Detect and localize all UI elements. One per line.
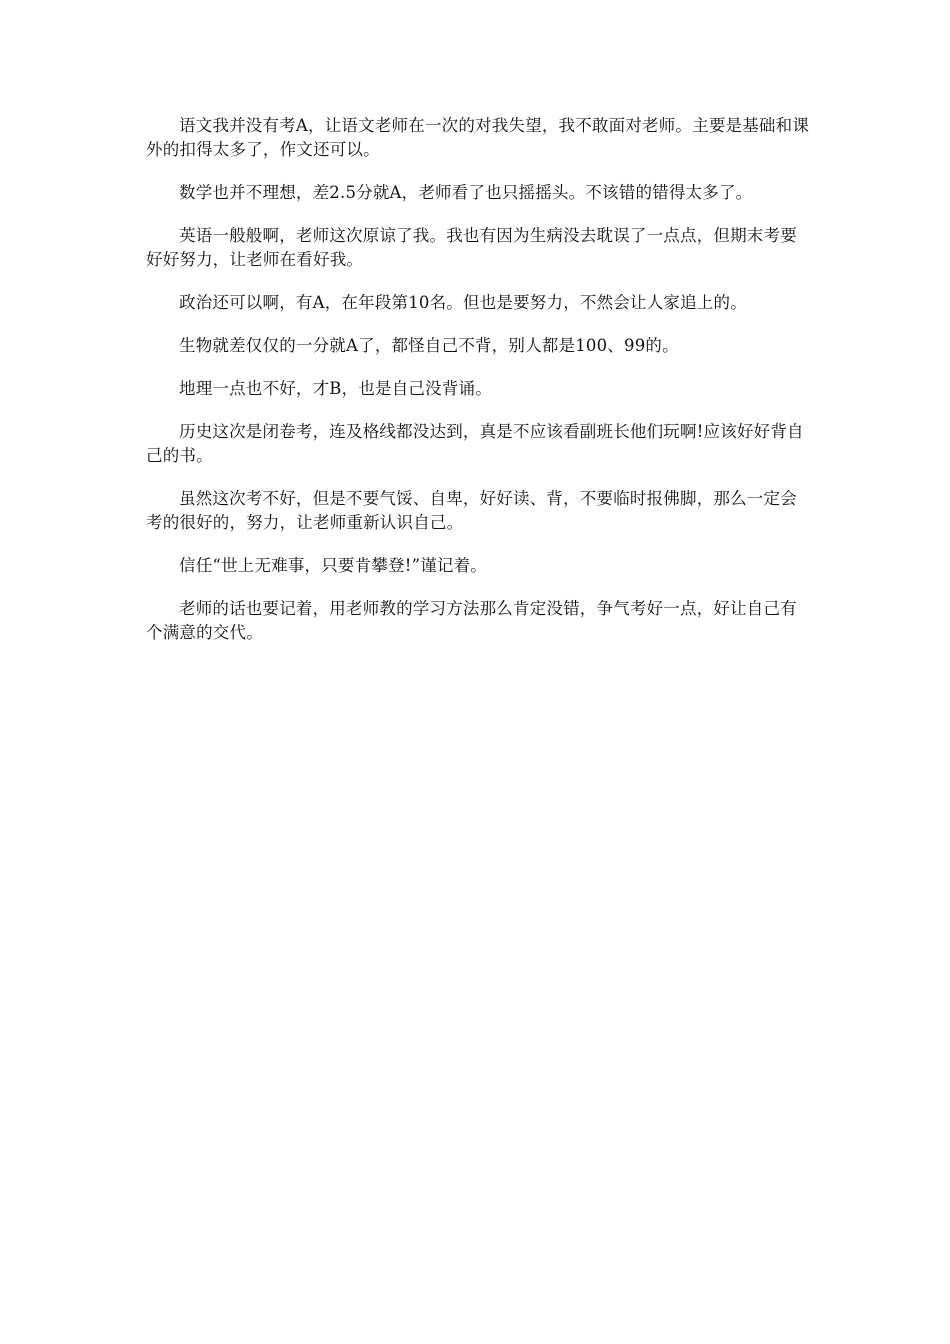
paragraph-motto: 信任“世上无难事，只要肯攀登!”谨记着。 — [179, 556, 488, 575]
paragraph-encouragement: 虽然这次考不好，但是不要气馁、自卑，好好读、背，不要临时报佛脚，那么一定会考的很好的，努力，让老师重新认识自己。 — [146, 489, 797, 532]
paragraph-geography: 地理一点也不好，才B，也是自己没背诵。 — [179, 379, 492, 398]
paragraph-english: 英语一般般啊，老师这次原谅了我。我也有因为生病没去耽误了一点点，但期末考要好好努力，让老师在看好我。 — [146, 226, 797, 269]
paragraph-conclusion: 老师的话也要记着，用老师教的学习方法那么肯定没错，争气考好一点，好让自己有个满意的交代。 — [146, 599, 797, 642]
paragraph-chinese: 语文我并没有考A，让语文老师在一次的对我失望，我不敢面对老师。主要是基础和课外的扣得太多了，作文还可以。 — [146, 116, 810, 159]
paragraph-history: 历史这次是闭卷考，连及格线都没达到，真是不应该看副班长他们玩啊!应该好好背自己的书。 — [146, 422, 804, 465]
paragraph-politics: 政治还可以啊，有A，在年段第10名。但也是要努力，不然会让人家追上的。 — [179, 293, 747, 312]
document-body — [146, 114, 811, 664]
paragraph-biology: 生物就差仅仅的一分就A了，都怪自己不背，别人都是100、99的。 — [179, 336, 679, 355]
paragraph-math: 数学也并不理想，差2.5分就A，老师看了也只摇摇头。不该错的错得太多了。 — [179, 183, 753, 202]
